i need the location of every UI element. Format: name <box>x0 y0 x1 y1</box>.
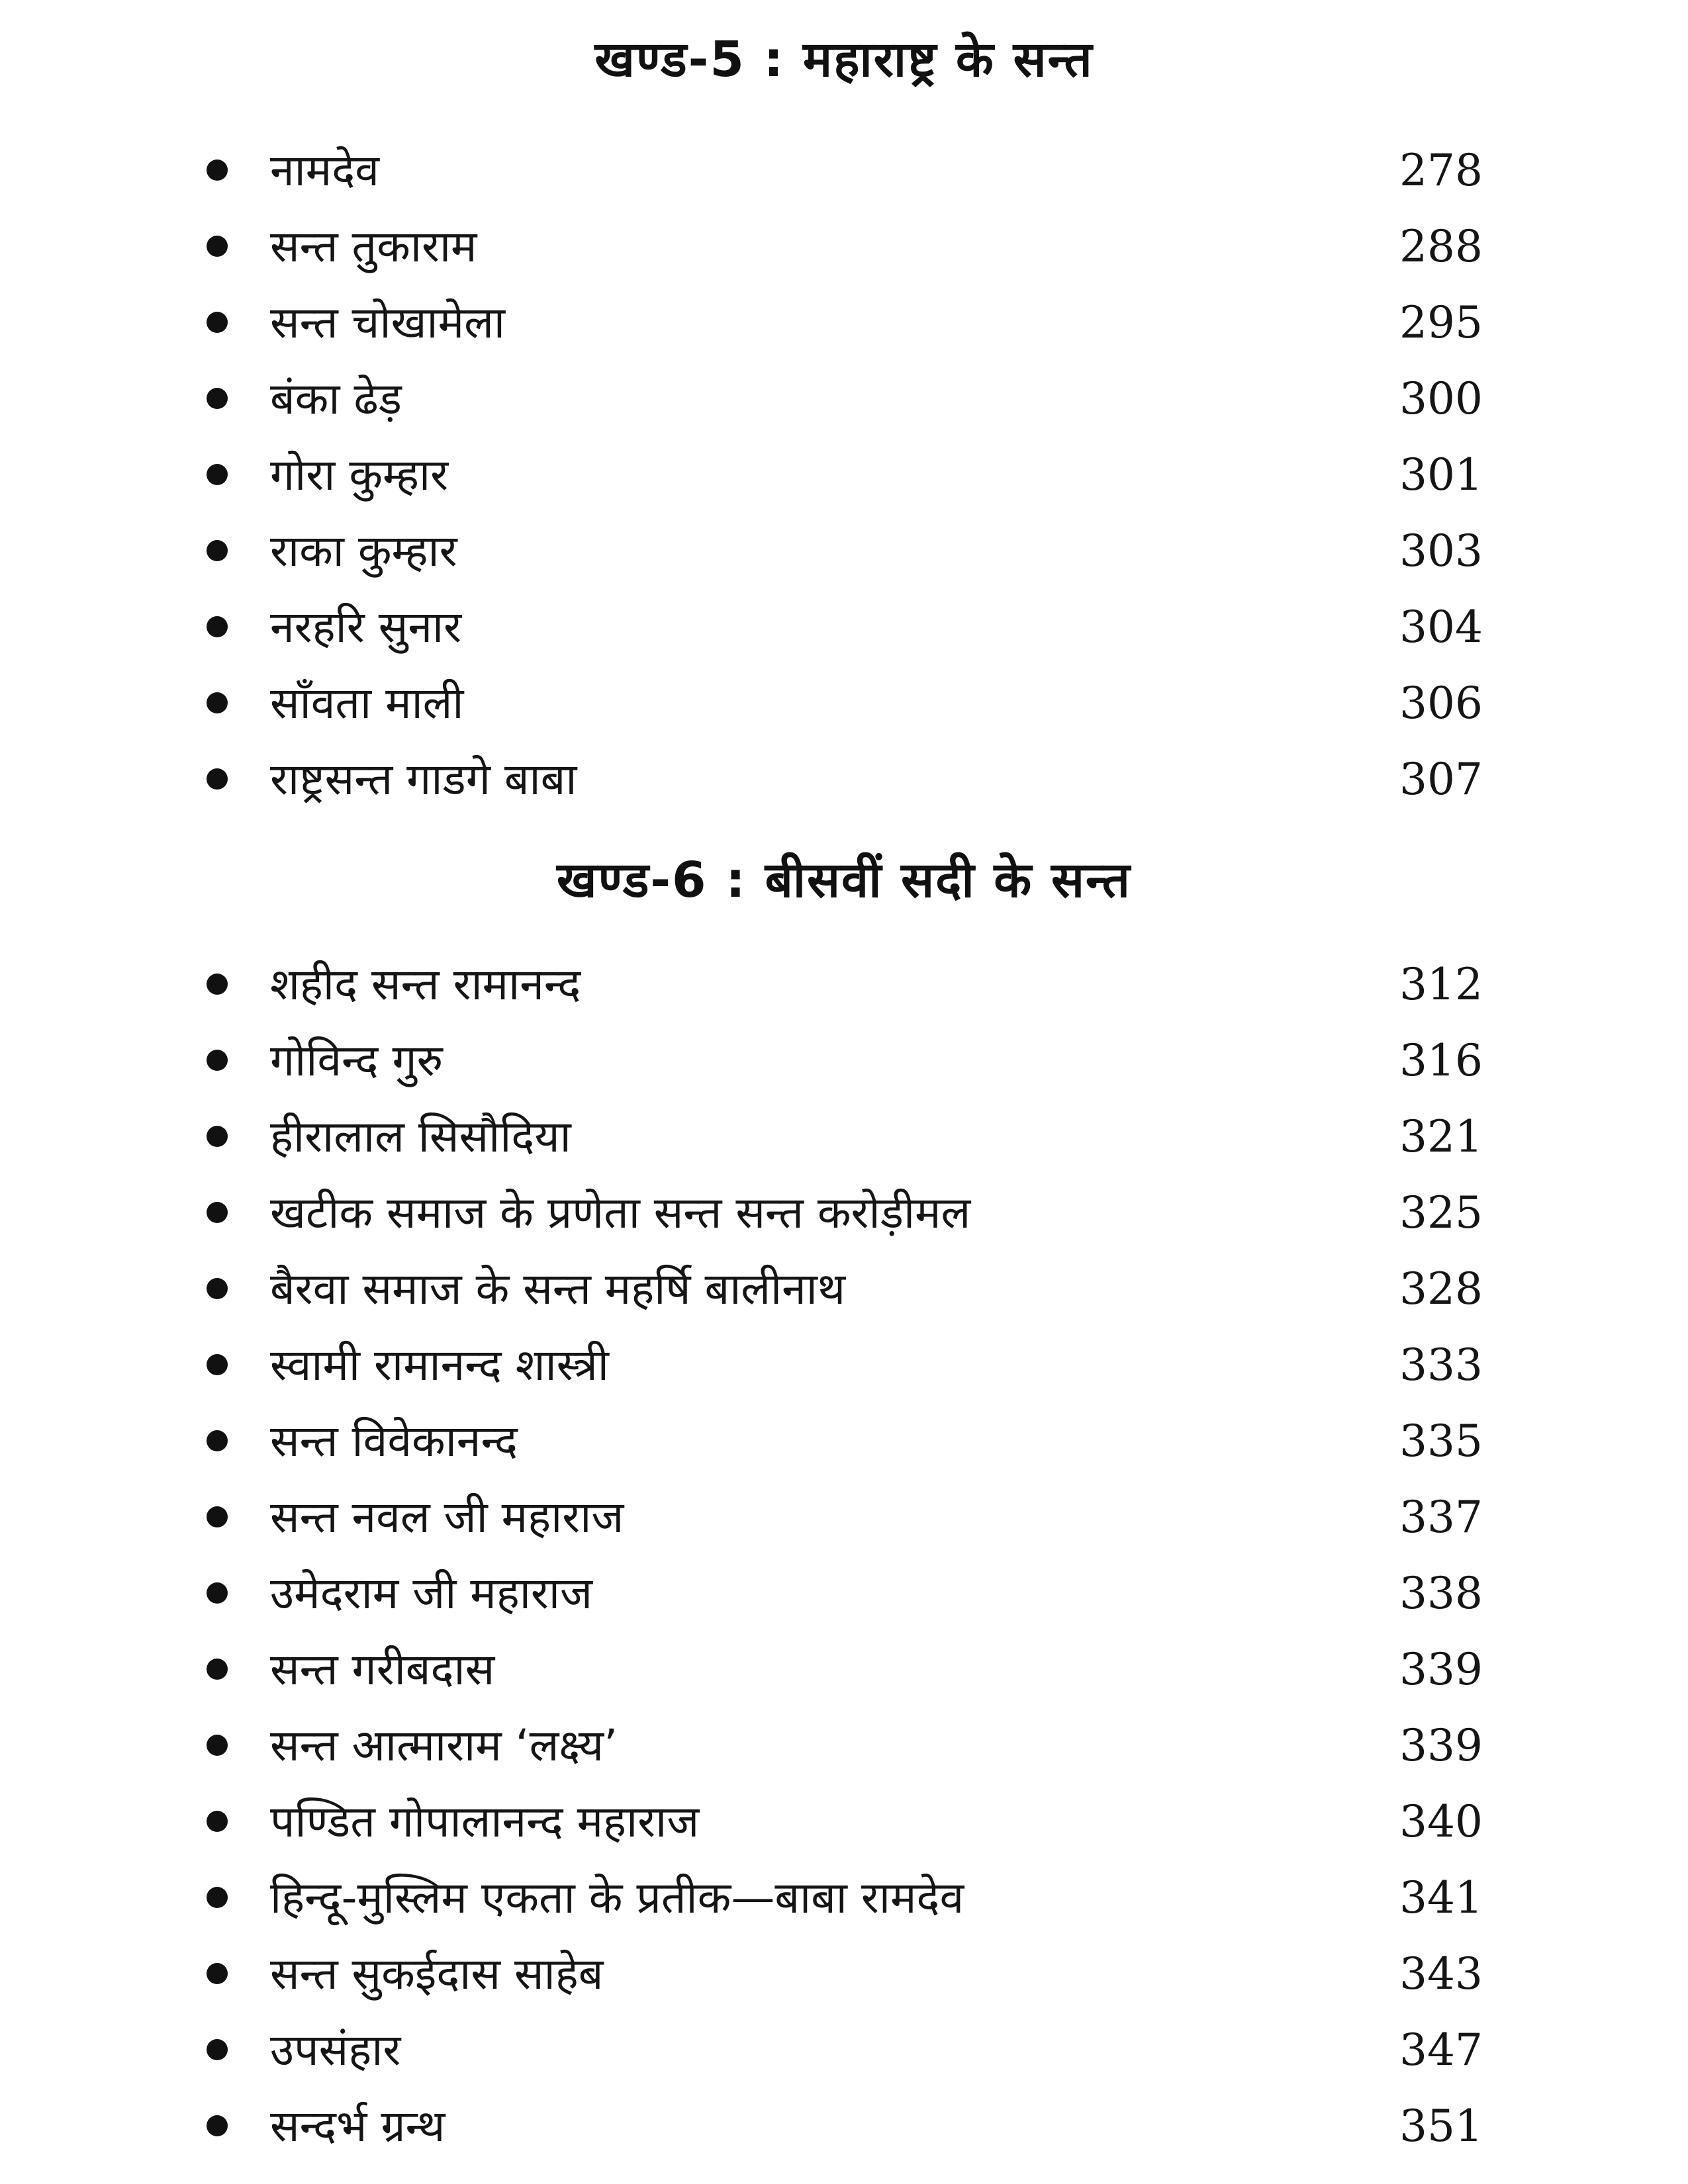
entry-page-number: 351 <box>1399 2101 1483 2152</box>
entry-page-number: 278 <box>1399 145 1483 196</box>
toc-entry <box>0 665 1688 741</box>
entry-title: राका कुम्हार <box>270 525 457 576</box>
entry-page-number: 340 <box>1399 1796 1483 1847</box>
entry-title: बंका ढेड़ <box>270 373 402 424</box>
entry-title: सन्दर्भ ग्रन्थ <box>270 2101 445 2152</box>
toc-entry <box>0 1099 1688 1175</box>
entry-title: उपसंहार <box>270 2025 401 2075</box>
bullet-icon <box>207 464 228 485</box>
toc-entry <box>0 1784 1688 1860</box>
toc-entry <box>0 1555 1688 1631</box>
bullet-icon <box>207 1811 228 1832</box>
toc-entry <box>0 1023 1688 1099</box>
bullet-icon <box>207 1202 228 1223</box>
bullet-icon <box>207 159 228 181</box>
toc-entry <box>0 589 1688 665</box>
entry-title: सन्त चोखामेला <box>270 297 505 348</box>
entry-title: राष्ट्रसन्त गाडगे बाबा <box>270 754 577 805</box>
entry-page-number: 301 <box>1399 449 1483 500</box>
bullet-icon <box>207 2115 228 2136</box>
bullet-icon <box>207 236 228 257</box>
entry-title: सन्त सुकईदास साहेब <box>270 1948 604 1999</box>
bullet-icon <box>207 2039 228 2060</box>
entry-page-number: 288 <box>1399 221 1483 272</box>
toc-entry <box>0 1707 1688 1784</box>
entry-page-number: 300 <box>1399 373 1483 424</box>
toc-entry <box>0 1631 1688 1707</box>
toc-list <box>0 946 1688 2164</box>
toc-entry <box>0 946 1688 1023</box>
entry-title: साँवता माली <box>270 678 464 729</box>
entry-title: नामदेव <box>270 145 379 196</box>
toc-entry <box>0 741 1688 817</box>
entry-page-number: 328 <box>1399 1263 1483 1314</box>
entry-title: सन्त विवेकानन्द <box>270 1416 518 1467</box>
entry-title: स्वामी रामानन्द शास्त्री <box>270 1340 609 1390</box>
entry-title: गोरा कुम्हार <box>270 449 449 500</box>
toc-entry <box>0 1327 1688 1403</box>
bullet-icon <box>207 1430 228 1451</box>
bullet-icon <box>207 974 228 995</box>
entry-page-number: 335 <box>1399 1416 1483 1467</box>
bullet-icon <box>207 1582 228 1604</box>
entry-page-number: 339 <box>1399 1644 1483 1695</box>
bullet-icon <box>207 388 228 409</box>
bullet-icon <box>207 1278 228 1299</box>
entry-page-number: 304 <box>1399 602 1483 653</box>
toc-entry <box>0 1936 1688 2012</box>
entry-title: पण्डित गोपालानन्द महाराज <box>270 1796 700 1847</box>
entry-page-number: 316 <box>1399 1035 1483 1086</box>
entry-page-number: 312 <box>1399 959 1483 1010</box>
bullet-icon <box>207 540 228 561</box>
entry-page-number: 337 <box>1399 1492 1483 1543</box>
entry-title: सन्त गरीबदास <box>270 1644 495 1695</box>
bullet-icon <box>207 616 228 637</box>
toc-entry <box>0 1175 1688 1251</box>
entry-page-number: 333 <box>1399 1340 1483 1390</box>
toc-entry <box>0 437 1688 513</box>
bullet-icon <box>207 1126 228 1147</box>
toc-entry <box>0 208 1688 285</box>
section-heading: खण्ड-6 : बीसवीं सदी के सन्त <box>557 852 1131 909</box>
entry-page-number: 307 <box>1399 754 1483 805</box>
entry-title: हीरालाल सिसौदिया <box>270 1111 571 1162</box>
entry-page-number: 343 <box>1399 1948 1483 1999</box>
entry-page-number: 303 <box>1399 525 1483 576</box>
bullet-icon <box>207 1963 228 1984</box>
section-heading: खण्ड-5 : महाराष्ट्र के सन्त <box>594 31 1094 88</box>
toc-entry <box>0 2012 1688 2088</box>
entry-page-number: 306 <box>1399 678 1483 729</box>
toc-entry <box>0 132 1688 208</box>
bullet-icon <box>207 1050 228 1071</box>
entry-page-number: 347 <box>1399 2025 1483 2075</box>
entry-title: बैरवा समाज के सन्त महर्षि बालीनाथ <box>270 1263 846 1314</box>
toc-entry <box>0 1860 1688 1936</box>
entry-title: गोविन्द गुरु <box>270 1035 444 1086</box>
entry-title: सन्त आत्माराम ‘लक्ष्य’ <box>270 1720 618 1771</box>
toc-entry <box>0 1479 1688 1555</box>
entry-title: सन्त नवल जी महाराज <box>270 1492 624 1543</box>
toc-entry <box>0 361 1688 437</box>
entry-page-number: 339 <box>1399 1720 1483 1771</box>
entry-title: खटीक समाज के प्रणेता सन्त सन्त करोड़ीमल <box>270 1187 971 1238</box>
bullet-icon <box>207 312 228 333</box>
bullet-icon <box>207 1659 228 1680</box>
bullet-icon <box>207 1735 228 1756</box>
entry-page-number: 321 <box>1399 1111 1483 1162</box>
bullet-icon <box>207 1354 228 1375</box>
toc-list <box>0 132 1688 817</box>
entry-title: सन्त तुकाराम <box>270 221 477 272</box>
toc-entry <box>0 513 1688 589</box>
toc-entry <box>0 1403 1688 1479</box>
bullet-icon <box>207 768 228 790</box>
bullet-icon <box>207 692 228 713</box>
entry-page-number: 295 <box>1399 297 1483 348</box>
entry-title: उमेदराम जी महाराज <box>270 1568 592 1619</box>
toc-entry <box>0 2088 1688 2164</box>
entry-page-number: 341 <box>1399 1872 1483 1923</box>
toc-entry <box>0 1251 1688 1327</box>
entry-page-number: 338 <box>1399 1568 1483 1619</box>
entry-title: हिन्दू-मुस्लिम एकता के प्रतीक—बाबा रामदेव <box>270 1872 964 1923</box>
bullet-icon <box>207 1887 228 1908</box>
toc-entry <box>0 285 1688 361</box>
entry-page-number: 325 <box>1399 1187 1483 1238</box>
entry-title: नरहरि सुनार <box>270 602 462 653</box>
bullet-icon <box>207 1506 228 1527</box>
entry-title: शहीद सन्त रामानन्द <box>270 959 581 1010</box>
